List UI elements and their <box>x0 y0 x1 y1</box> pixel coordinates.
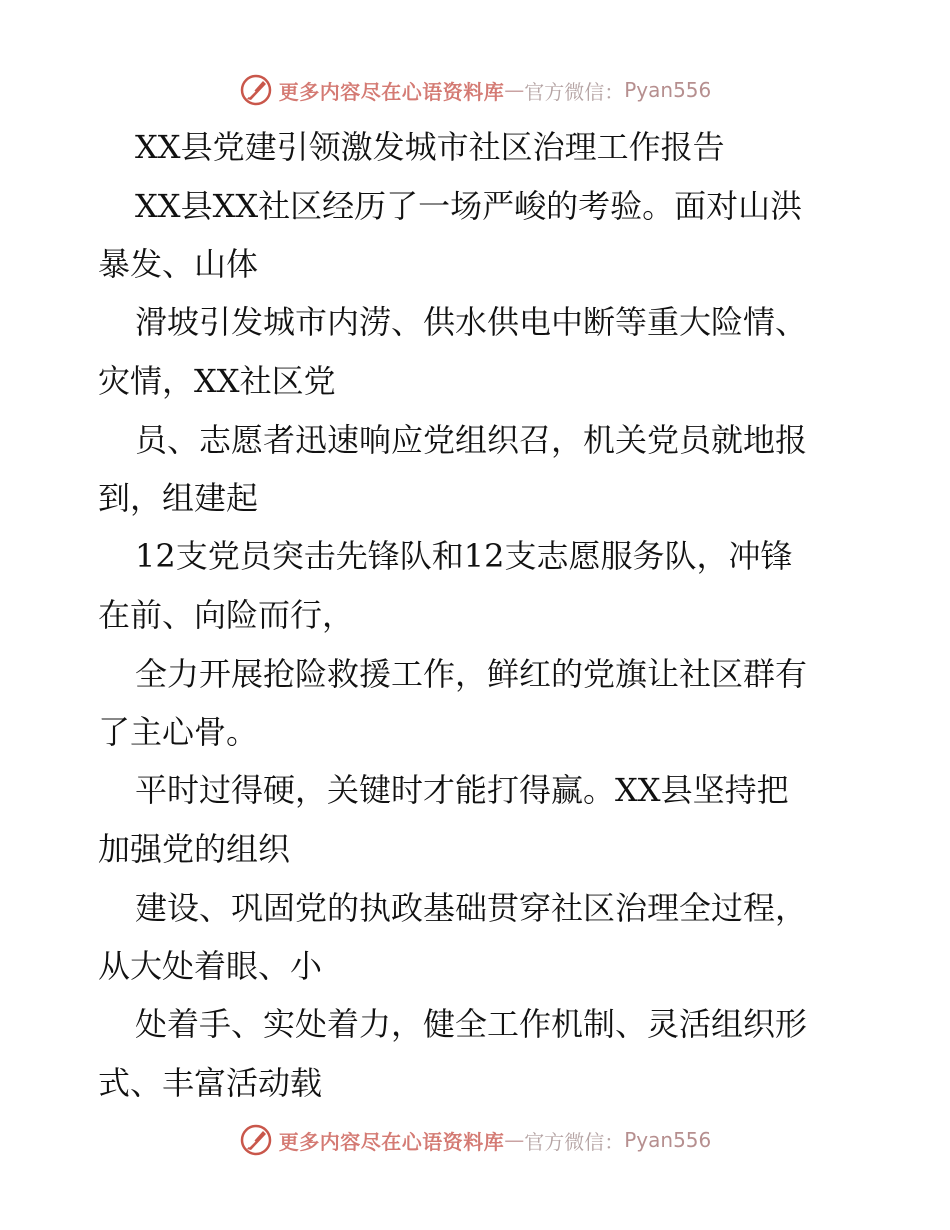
body-line: 灾情，XX社区党 <box>98 362 336 400</box>
body-line: 滑坡引发城市内涝、供水供电中断等重大险情、 <box>135 303 808 341</box>
footer-banner <box>0 1120 950 1160</box>
banner-wechat-label: 官方微信： <box>524 1129 625 1154</box>
body-line: 12支党员突击先锋队和12支志愿服务队，冲锋 <box>135 537 793 575</box>
body-line: 从大处着眼、小 <box>98 947 323 985</box>
banner-main-text: 更多内容尽在心语资料库 <box>278 79 505 104</box>
banner-wechat-id: Pyan556 <box>624 1128 712 1152</box>
body-line: 到，组建起 <box>98 479 259 517</box>
body-line: 暴发、山体 <box>98 245 259 283</box>
body-line: 在前、向险而行， <box>98 596 355 634</box>
body-line: 员、志愿者迅速响应党组织召，机关党员就地报 <box>135 421 808 459</box>
body-line: 建设、巩固党的执政基础贯穿社区治理全过程， <box>135 889 808 927</box>
banner-separator: — <box>504 1128 525 1152</box>
body-line: XX县XX社区经历了一场严峻的考验。面对山洪 <box>135 187 803 225</box>
body-line: 了主心骨。 <box>98 713 259 751</box>
banner-separator: — <box>504 78 525 102</box>
body-line: 处着手、实处着力，健全工作机制、灵活组织形 <box>135 1005 808 1043</box>
document-title: XX县党建引领激发城市社区治理工作报告 <box>135 128 725 166</box>
body-line: 全力开展抢险救援工作，鲜红的党旗让社区群有 <box>135 655 808 693</box>
banner-wechat-id: Pyan556 <box>624 78 712 102</box>
banner-wechat-label: 官方微信： <box>524 79 625 104</box>
body-line: 平时过得硬，关键时才能打得赢。XX县坚持把 <box>135 771 789 809</box>
banner-main-text: 更多内容尽在心语资料库 <box>278 1129 505 1154</box>
feather-pen-logo-icon <box>239 1123 273 1157</box>
body-line: 加强党的组织 <box>98 830 291 868</box>
body-line: 式、丰富活动载 <box>98 1064 323 1102</box>
